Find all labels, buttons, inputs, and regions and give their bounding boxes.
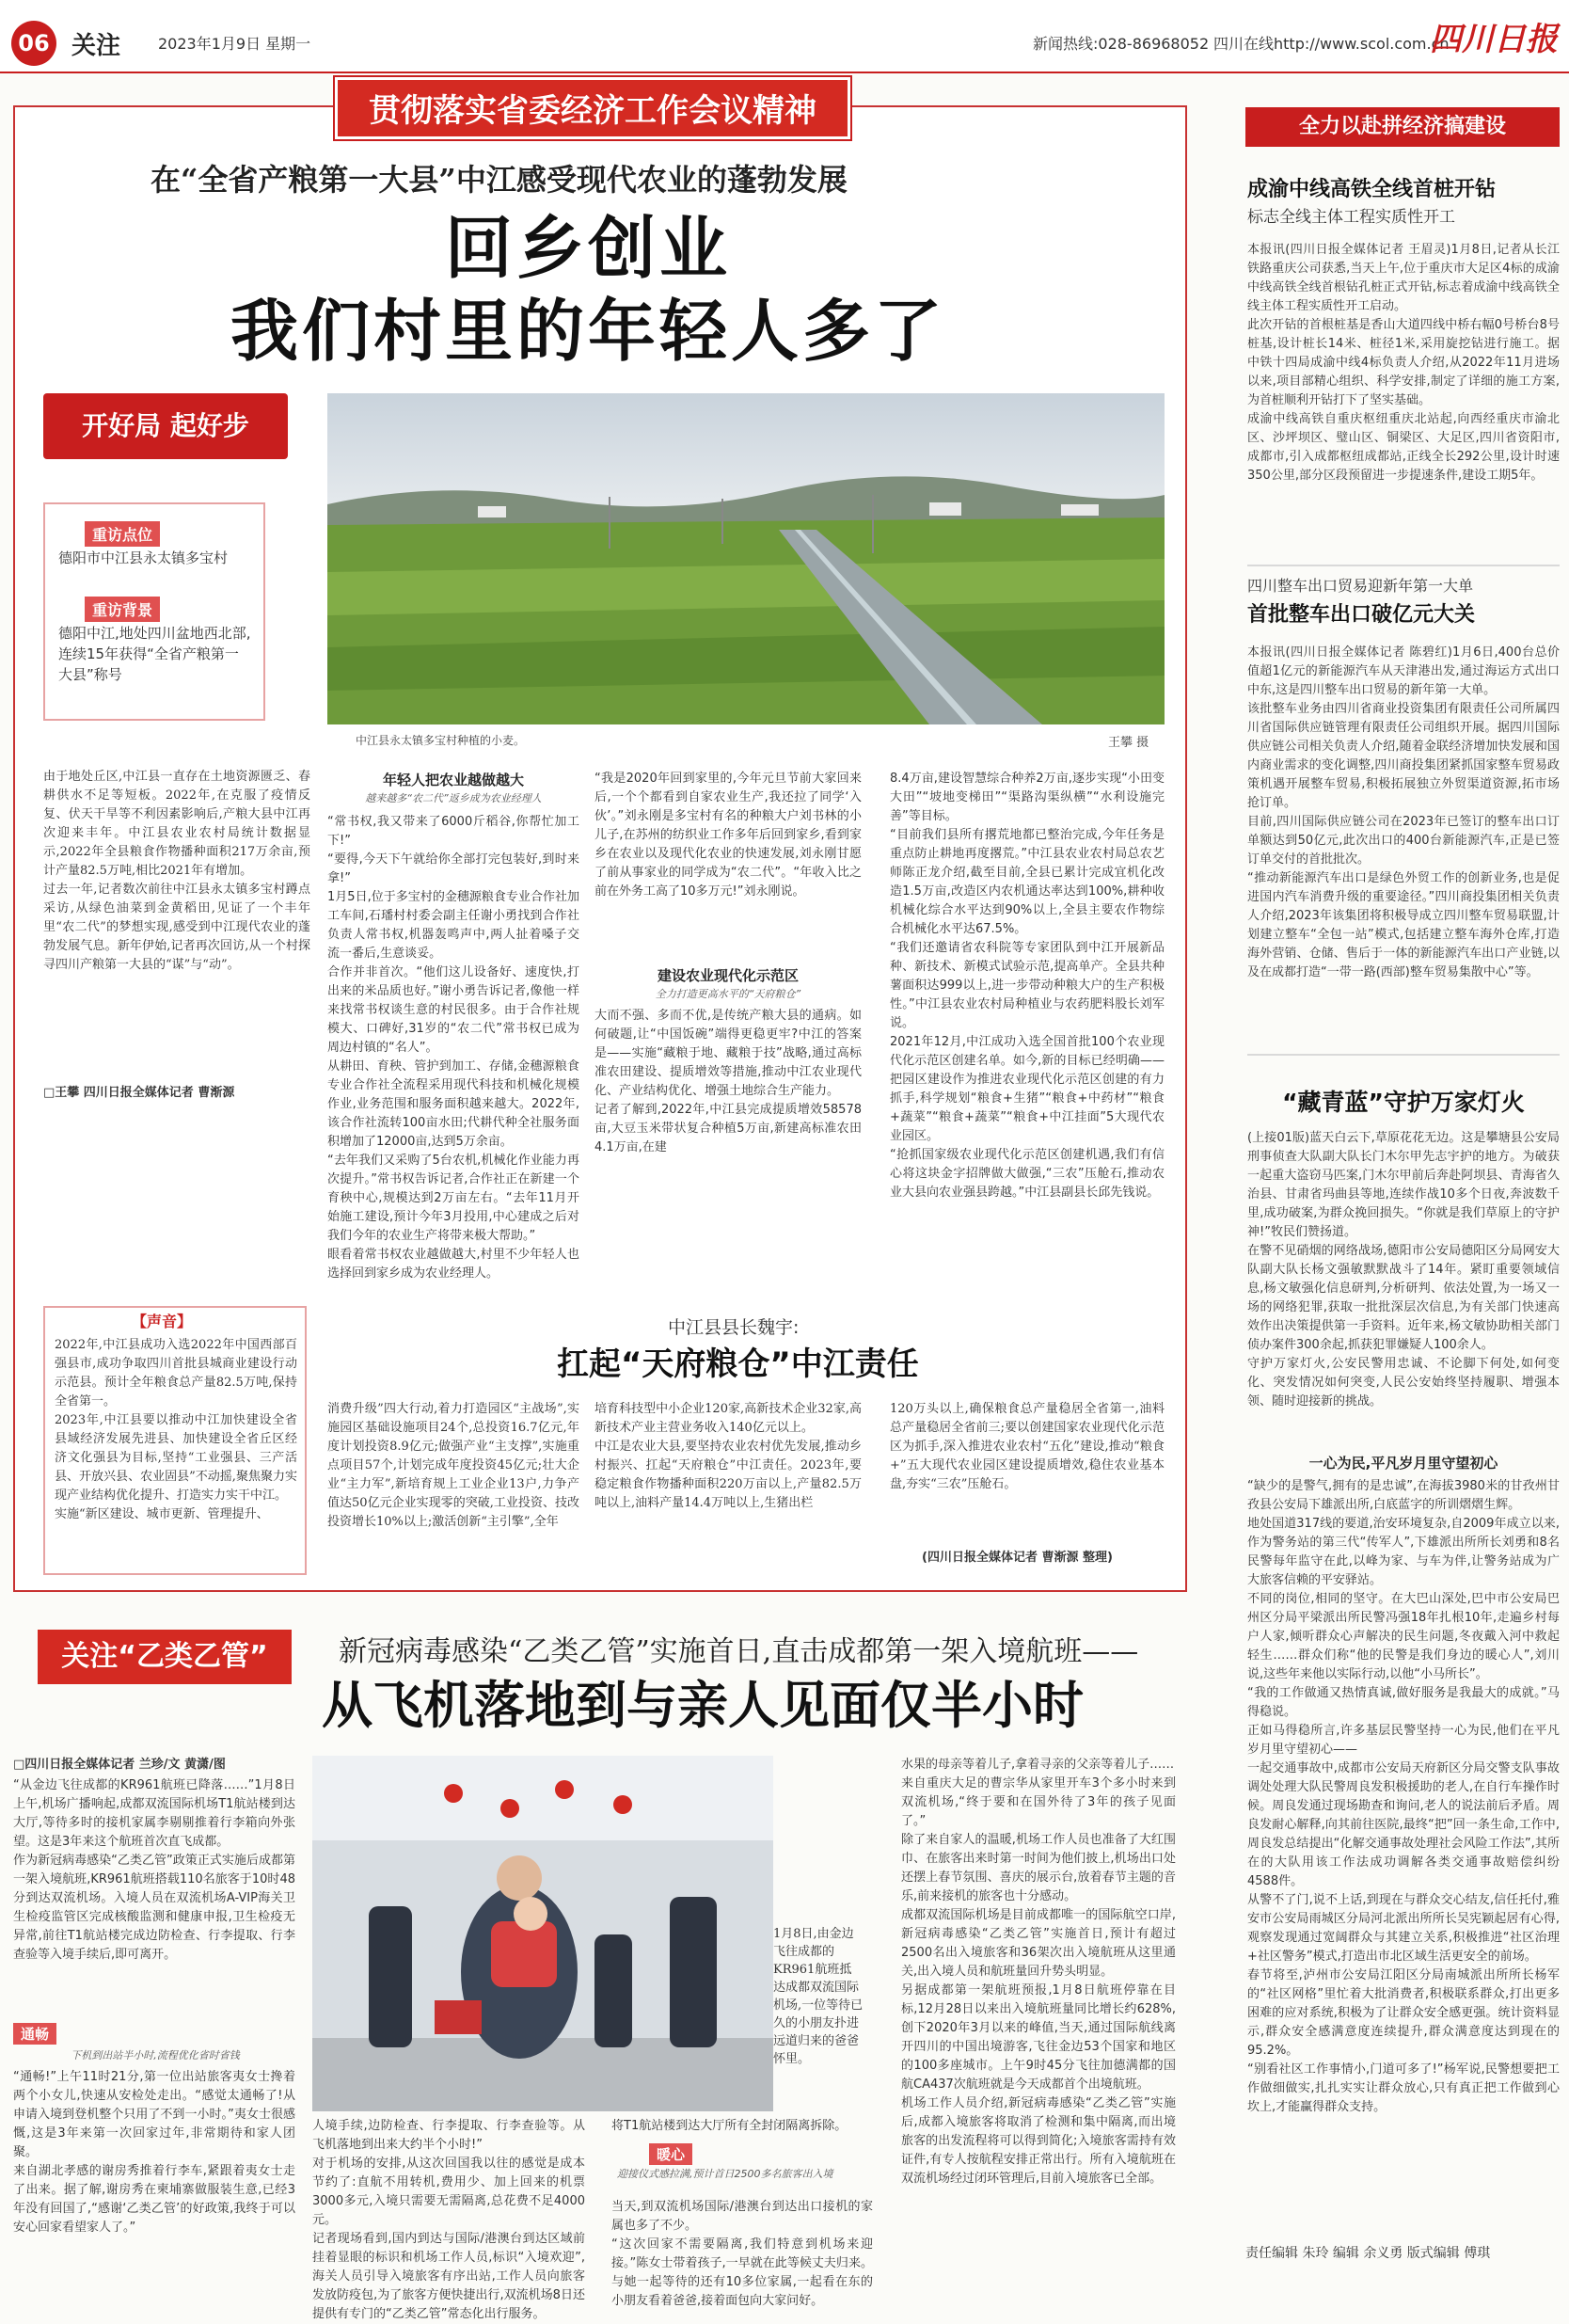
lead-headline-line1: 回乡创业 bbox=[444, 209, 731, 288]
county-col2: 培育科技型中小企业120家,高新技术企业32家,高新技术产业主营业务收入140亿元以上。 中江是农业大县,要坚持农业农村优先发展,推动乡村振兴、扛起“天府粮仓”中江责任。2023年,要稳定粮食作物播种面积220万亩以上,产量82.5万吨以上,油料产量14.4万吨以上,生猪出栏 bbox=[594, 1402, 862, 1510]
lead-photo-caption: 中江县永太镇多宝村种植的小麦。 bbox=[356, 734, 526, 747]
second-col1-subdeck: 下机到出站半小时,流程优化省时省钱 bbox=[71, 2049, 240, 2061]
right-a3-headline: “藏青蓝”守护万家灯火 bbox=[1282, 1089, 1525, 1116]
right-a3-text-b: “缺少的是警气,拥有的是忠诚”,在海拔3980米的甘孜州甘孜县公安局下雄派出所,白底蓝字的所训熠熠生辉。 地处国道317线的要道,治安环境复杂,自2009年成立以来,作为警务站的第三代“传军人”,下雄派出所所长刘勇和8名民警每年监守在此,以峰为家、与车为伴,让警务站成为广大旅客信赖的平安驿站。 不同的岗位,相同的坚守。在大巴山深处,巴中市公安局巴州区分局平梁派出所民警冯强18年扎根10年,走遍乡村每户人家,倾听群众心声解决的民生问题,冬夜戴入河中救起轻生……群众们称“他的民警是我们身边的暖心人”,刘川说,这些年来他以实际行动,以他“小马所长”。 “我的工作做通又热情真诚,做好服务是我最大的成就。”马得稳说。 正如马得稳所言,许多基层民警坚持一心为民,他们在平凡岁月里守望初心—— 一起交通事故中,成都市公安局天府新区分局交警支队事故调处处理大队民警周良发积极援助的老人,在自行车操作时候。周良发通过现场勘查和询问,老人的说法前后矛盾。周良发耐心解释,向其前往医院,最终“把”回一条生命,工作中,周良发总结提出“化解交通事故处理社会风险工作法”,其所在的大队用该工作法成功调解各类交通事故赔偿纠纷4588件。 从警不了门,说不上话,到现在与群众交心结友,信任托付,雅安市公安局雨城区分局河北派出所所长吴宪颖起居有心得,观察发现通过宽阔群众与其建立关系,积极推进“社区治理+社区警务”模式,打造出市北区域生活更安全的前场。 春节将至,泸州市公安局江阳区分局南城派出所所长杨军的“社区网格”里忙着大批消费者,积极联系群众,打出更多困难的应对系统,积极为了让群众安全感更强。统计资料显示,群众安全感满意度连续提升,群众满意度达到现在的95.2%。 “别看社区工作事情小,门道可多了!”杨军说,民警想要把工作做细做实,扎扎实实让群众放心,只有真正把工作做到心坎上,才能赢得群众支持。 bbox=[1247, 1479, 1560, 2114]
lead-col2-subdeck: 越来越多“农二代”返乡成为农业经理人 bbox=[365, 792, 542, 804]
series-badge-label: 开好局 起好步 bbox=[82, 410, 249, 441]
right-divider-1 bbox=[1247, 565, 1560, 566]
second-col4-text: 水果的母亲等着儿子,拿着寻亲的父亲等着儿子…… 来自重庆大足的曹宗华从家里开车3个多小时来到双流机场,“终于要和在国外待了3年的孩子见面了。” 除了来自家人的温暖,机场工作人员也准备了大红围巾、在旅客出来时第一时间为他们披上,机场出口处还摆上春节氛围、喜庆的展示台,放着春节主题的音乐,前来接机的旅客也十分感动。 成都双流国际机场是目前成都唯一的国际航空口岸,新冠病毒感染“乙类乙管”实施首日,预计有超过2500名出入境旅客和36架次出入境航班从这里通关,出入境人员和航班量回升势头明显。 另据成都第一架航班预报,1月8日航班停靠在目标,12月28日以来出入境航班量同比增长约628%,创下2020年3月以来的峰值,当天,通过国际航线离开四川的中国出境游客,飞往金边53个国家和地区的100多座城市。上午9时45分飞往加德满都的国航CA437次航班就是今天成都首个出境航班。 机场工作人员介绍,新冠病毒感染“乙类乙管”实施后,成都入境旅客将取消了检测和集中隔离,而出境旅客的出发流程将可以得到简化;入境旅客需持有效证件,有专人按航程安排正常出行。所有入境航班在双流机场经过闭环管理后,目前入境旅客已全部。 bbox=[901, 1758, 1176, 2186]
right-a2-headline: 首批整车出口破亿元大关 bbox=[1247, 603, 1476, 627]
wheat-field-photo bbox=[327, 393, 1165, 724]
second-headline: 从飞机落地到与亲人见面仅半小时 bbox=[322, 1676, 1084, 1735]
right-a1-text: 本报讯(四川日报全媒体记者 王眉灵)1月8日,记者从长江铁路重庆公司获悉,当天上午,位于重庆市大足区4标的成渝中线高铁全线首根钻孔桩正式开钻,标志着成渝中线高铁全线主体工程实质性开工启动。 此次开钻的首根桩基是香山大道四线中桥右幅0号桥台8号桩基,设计桩长14米、桩径1米,采用旋挖钻进行施工。据中铁十四局成渝中线4标负责人介绍,从2022年11月进场以来,项目部精心组织、科学安排,制定了详细的施工方案,为首桩顺利开钻打下了坚实基础。 成渝中线高铁自重庆枢纽重庆北站起,向西经重庆市渝北区、沙坪坝区、璧山区、铜梁区、大足区,四川省资阳市,成都市,引入成都枢纽成都站,正线全长292公里,设计时速350公里,部分区段预留进一步提速条件,建设工期5年。 bbox=[1247, 243, 1560, 483]
lead-col2-text: “常书权,我又带来了6000斤稻谷,你帮忙加工下!” “要得,今天下午就给你全部打完包装好,到时来拿!” 1月5日,位于多宝村的金穗源粮食专业合作社加工车间,石璠村村委会副主任谢小勇找到合作社负责人常书权,机器轰鸣声中,两人扯着嗓子交流一番后,生意谈妥。 合作并非首次。“他们这儿设备好、速度快,打出来的米品质也好。”谢小勇告诉记者,像他一样来找常书权谈生意的村民很多。由于合作社规模大、口碑好,31岁的“农二代”常书权已成为周边村镇的“名人”。 从耕田、育秧、管护到加工、存储,金穗源粮食专业合作社全流程采用现代科技和机械化规模作业,业务范围和服务面积越来越大。2022年,该合作社流转100亩水田;代耕代种全社服务面积增加了12000亩,达到5万余亩。 “去年我们又采购了5台农机,机械化作业能力再次提升。”常书权告诉记者,合作社正在新建一个育秧中心,规模达到2万亩左右。“去年11月开始施工建设,预计今年3月投用,中心建成之后对我们今年的农业生产将带来极大帮助。” 眼看着常书权农业越做越大,村里不少年轻人也选择回到家乡成为农业经理人。 bbox=[327, 815, 579, 1281]
county-credit: (四川日报全媒体记者 曹渐源 整理) bbox=[922, 1551, 1113, 1565]
background-label: 重访背景 bbox=[85, 597, 160, 622]
visit-info-box bbox=[43, 502, 265, 721]
second-byline: □四川日报全媒体记者 兰珍/文 黄潇/图 bbox=[13, 1758, 226, 1772]
second-col1-text-b: “通畅!”上午11时21分,第一位出站旅客夷女士搀着两个小女儿,快速从安检处走出。“感觉太通畅了!从申请入境到登机整个只用了不到一小时。”夷女士很感慨,这是3年来第一次回家过年,非常期待和家人团聚。 来自湖北孝感的谢房秀推着行李车,紧跟着夷女士走了出来。据了解,谢房秀在柬埔寨做服装生意,已经3年没有回国了,“感谢‘乙类乙管’的好政策,我终于可以安心回家看望家人了。” bbox=[13, 2070, 295, 2235]
lead-col2-subhead: 年轻人把农业越做越大 bbox=[382, 772, 524, 788]
right-column-badge: 全力以赴拼经济搞建设 bbox=[1245, 107, 1560, 147]
lead-col1-text: 由于地处丘区,中江县一直存在土地资源匮乏、春耕供水不足等短板。2022年,在克服了疫情反复、伏天干旱等不利因素影响后,产粮大县中江再次迎来丰年。中江县农业农村局统计数据显示,2022年全县粮食作物播种面积217万余亩,预计产量82.5万吨,相比2021年有增加。 过去一年,记者数次前往中江县永太镇多宝村蹲点采访,从绿色油菜到金黄稻田,见证了一个丰年里“农二代”的梦想实现,感受到中江现代农业的蓬勃发展气息。新年伊始,记者再次回访,从一个村探寻四川产粮第一大县的“谋”与“动”。 bbox=[43, 770, 310, 972]
voice-label: 【声音】 bbox=[132, 1313, 193, 1330]
airport-reunion-illustration bbox=[312, 1756, 773, 2111]
background-text: 德阳中江,地处四川盆地西北部,连续15年获得“全省产粮第一大县”称号 bbox=[58, 625, 251, 683]
right-a2-text: 本报讯(四川日报全媒体记者 陈碧红)1月6日,400台总价值超1亿元的新能源汽车从天津港出发,通过海运方式出口中东,这是四川整车出口贸易的新年第一大单。 该批整车业务由四川省商业投资集团有限责任公司所属四川省国际供应链管理有限责任公司组织开展。据四川国际供应链公司相关负责人介绍,随着金联经济增加快发展和国内商业需求的变化调整,四川商投集团紧抓国家整车贸易政策机遇开展整车贸易,积极拓展独立外贸渠道资源,拓市场抢订单。 目前,四川国际供应链公司在2023年已签订的整车出口订单额达到50亿元,此次出口的400台新能源汽车,正是已签订单交付的首批批次。 “推动新能源汽车出口是绿色外贸工作的创新业务,也是促进国内汽车消费升级的重要途径。”四川商投集团相关负责人介绍,2023年该集团将积极导成立四川整车贸易联盟,计划建立整车“全包一站”模式,包括建立整车海外仓库,打造海外营销、仓储、售后于一体的新能源汽车出口产业链,以及在成都打造“一带一路(西部)整车贸易集散中心”等。 bbox=[1247, 645, 1560, 979]
lead-col3-subhead: 建设农业现代化示范区 bbox=[657, 967, 799, 984]
visit-text: 德阳市中江县永太镇多宝村 bbox=[58, 549, 229, 566]
right-a2-kicker: 四川整车出口贸易迎新年第一大单 bbox=[1247, 577, 1474, 595]
series-badge bbox=[43, 393, 288, 459]
visit-label: 重访点位 bbox=[85, 521, 160, 547]
issue-date: 2023年1月9日 星期一 bbox=[158, 35, 311, 53]
county-kicker: 中江县县长魏宇: bbox=[668, 1317, 800, 1338]
county-col3: 120万头以上,确保粮食总产量稳居全省第一,油料总产量稳居全省前三;要以创建国家农业现代化示范区为抓手,深入推进农业农村“五化”建设,推动“粮食+”五大现代农业园区建设提质增效,稳住农业基本盘,夯实“三农”压舱石。 bbox=[890, 1402, 1165, 1491]
second-col1-text: “从金边飞往成都的KR961航班已降落……”1月8日上午,机场广播响起,成都双流国际机场T1航站楼到达大厅,等待多时的接机家属李剔剔推着行李箱向外张望。这是3年来这个航班首次直飞成都。 作为新冠病毒感染“乙类乙管”政策正式实施后成都第一架入境航班,KR961航班搭载110名旅客于10时48分到达双流机场。入境人员在双流机场A-VIP海关卫生检疫监管区完成核酸监测和健康申报,卫生检疫无异常,前往T1航站楼完成边防检查、行李提取、行李查验等入境手续后,即可离开。 bbox=[13, 1778, 295, 1962]
right-a1-headline: 成渝中线高铁全线首桩开钻 bbox=[1247, 178, 1497, 201]
page-number: 06 bbox=[11, 21, 56, 66]
right-divider-2 bbox=[1247, 1054, 1560, 1056]
second-col3-subhead: 暖心 bbox=[649, 2143, 692, 2165]
lead-col3-text: “我是2020年回到家里的,今年元旦节前大家回来后,一个个都看到自家农业生产,我还拉了同学‘入伙’。”刘永刚是多宝村有名的种粮大户刘书林的小儿子,在苏州的纺织业工作多年后回到家乡,看到家乡在农业以及现代化农业的快速发展,刘永刚甘愿了前从事家业的同学成为“农二代”。“年收入比之前在外务工高了10多万元!”刘永刚说。 bbox=[594, 772, 862, 899]
lead-photo-credit: 王攀 摄 bbox=[1108, 736, 1149, 750]
wheat-field-illustration bbox=[327, 393, 1165, 724]
footer-editors: 责任编辑 朱玲 编辑 余义勇 版式编辑 傅琪 bbox=[1245, 2246, 1491, 2261]
section-name: 关注 bbox=[71, 32, 121, 60]
lead-col3-text-b: 大而不强、多而不优,是传统产粮大县的通病。如何破题,让“中国饭碗”端得更稳更牢?中江的答案是——实施“藏粮于地、藏粮于技”战略,通过高标准农田建设、提质增效等措施,推动中江农业现代化、产业结构优化、增强土地综合生产能力。 记者了解到,2022年,中江县完成提质增效58578亩,大豆玉米带状复合种植5万亩,新建高标准农田4.1万亩,在建 bbox=[594, 1009, 862, 1154]
lead-col3-subdeck: 全力打造更高水平的“天府粮仓” bbox=[655, 988, 801, 1000]
county-col1: 消费升级”四大行动,着力打造园区“主战场”,实施园区基础设施项目24个,总投资16.7亿元,年度计划投资8.9亿元;做强产业“主支撑”,实施重点项目57个,计划完成年度投资45亿元;壮大企业“主力军”,新培育规上工业企业13户,力争产值达50亿元企业实现零的突破,工业投资、技改投资增长10%以上;激活创新“主引擎”,全年 bbox=[327, 1402, 579, 1529]
second-col1-subhead: 通畅 bbox=[13, 2023, 56, 2045]
voice-text: 2022年,中江县成功入选2022年中国西部百强县市,成功争取四川首批县城商业建设行动示范县。预计全年粮食总产量82.5万吨,保持全省第一。 2023年,中江县要以推动中江加快建设全省县域经济发展先进县、加快建设全省丘区经济文化强县为目标,坚持“工业强县、三产活县、开放兴县、农业固县”不动摇,聚焦聚力实现产业结构优化提升、打造实力实干中江。 实施“新区建设、城市更新、管理提升、 bbox=[55, 1338, 297, 1521]
focus-badge: 关注“乙类乙管” bbox=[38, 1630, 292, 1684]
right-a3-subhead: 一心为民,平凡岁月里守望初心 bbox=[1308, 1455, 1498, 1472]
website-link[interactable]: 四川在线http://www.scol.com.cn bbox=[1213, 35, 1450, 53]
second-photo-caption: 1月8日,由金边飞往成都的KR961航班抵达成都双流国际机场,一位等待已久的小朋友扑进远道归来的爸爸怀里。 bbox=[773, 1927, 864, 2066]
lead-headline-line2: 我们村里的年轻人多了 bbox=[230, 292, 945, 371]
lead-col4-text: 8.4万亩,建设智慧综合种养2万亩,逐步实现“小田变大田”“坡地变梯田”“渠路沟渠纵横”“水利设施完善”等目标。 “目前我们县所有撂荒地都已整治完成,今年任务是重点防止耕地再度撂荒。”中江县农业农村局总农艺师陈正龙介绍,截至目前,全县已累计完成宜机化改造1.5万亩,改造区内农机通达率达到100%,耕种收机械化综合水平达到90%以上,全县主要农作物综合机械化水平达67.5%。 “我们还邀请省农科院等专家团队到中江开展新品种、新技术、新模式试验示范,提高单产。全县共种薯面积达999以上,进一步带动种粮大户的生产积极性。”中江县农业农村局种植业与农药肥料股长刘军说。 2021年12月,中江成功入选全国首批100个农业现代化示范区创建名单。如今,新的目标已经明确——把园区建设作为推进农业现代化示范区创建的有力抓手,科学规划“粮食+生猪”“粮食+中药材”“粮食+蔬菜”“粮食+蔬菜”“粮食+中江挂面”5大现代农业园区。 “抢抓国家级农业现代化示范区创建机遇,我们有信心将这块金字招牌做大做强,“三农”压舱石,推动农业大县向农业强县跨越。”中江县副县长邱先钱说。 bbox=[890, 772, 1165, 1200]
lead-byline: □王攀 四川日报全媒体记者 曹渐源 bbox=[43, 1086, 235, 1100]
right-a3-text: (上接01版)蓝天白云下,草原花花无边。这是攀塘县公安局刑事侦查大队副大队长门木尔甲先志宇护的地方。为破获一起重大盗窃马匹案,门木尔甲前后奔赴阿坝县、青海省久治县、甘肃省玛曲县等地,连续作战10多个日夜,奔波数千里,成功破案,为群众挽回损失。“你就是我们草原上的守护神!”牧民们赞扬道。 在警不见硝烟的网络战场,德阳市公安局德阳区分局网安大队副大队长杨文强敏默默战斗了14年。紧盯重要领域信息,杨文敏强化信息研判,分析研判、依法处置,为一场又一场的网络犯罪,获取一批批深层次信息,为有关部门快速高效作出决策提供第一手资料。近年来,杨文敏协助相关部门侦办案件300余起,抓获犯罪嫌疑人100余人。 守护万家灯火,公安民警用忠诚、不论脚下何处,如何变化、突发情况如何突变,人民公安始终坚持履职、增强本领、随时迎接新的挑战。 bbox=[1247, 1131, 1560, 1409]
news-hotline: 新闻热线:028-86968052 bbox=[1033, 35, 1210, 53]
second-col3-text-b: 当天,到双流机场国际/港澳台到达出口接机的家属也多了不少。 “这次回家不需要隔离,我们特意到机场来迎接。”陈女士带着孩子,一早就在此等候丈夫归来。与她一起等待的还有10多位家属,一起看在东的小朋友看着爸爸,接着面包向大家问好。 bbox=[611, 2200, 873, 2308]
right-a1-subhead: 标志全线主体工程实质性开工 bbox=[1247, 208, 1455, 227]
lead-banner: 贯彻落实省委经济工作会议精神 bbox=[335, 77, 850, 139]
newspaper-logo: 四川日报 bbox=[1430, 21, 1558, 58]
county-headline: 扛起“天府粮仓”中江责任 bbox=[557, 1345, 919, 1383]
second-col3-subdeck: 迎接仪式感拉满,预计首日2500多名旅客出入境 bbox=[617, 2168, 833, 2180]
lead-kicker: 在“全省产粮第一大县”中江感受现代农业的蓬勃发展 bbox=[151, 162, 848, 198]
second-col3-text: 将T1航站楼到达大厅所有全封闭隔离拆除。 bbox=[611, 2119, 848, 2133]
second-kicker: 新冠病毒感染“乙类乙管”实施首日,直击成都第一架入境航班—— bbox=[339, 1635, 1139, 1668]
second-col2-text: 人境手续,边防检查、行李提取、行李查验等。从飞机落地到出来大约半个小时!” 对于机场的安排,从这次回国我以往的感觉是成本节约了:直航不用转机,费用少、加上回来的机票3000多元,入境只需要无需隔离,总花费不足4000元。 记者现场看到,国内到达与国际/港澳台到达区域前挂着显眼的标识和机场工作人员,标识“入境欢迎”,海关人员引导入境旅客有序出站,工作人员向旅客发放防疫包,为了旅客方便快捷出行,双流机场8日还提供有专门的“乙类乙管”常态化出行服务。 bbox=[312, 2119, 585, 2321]
